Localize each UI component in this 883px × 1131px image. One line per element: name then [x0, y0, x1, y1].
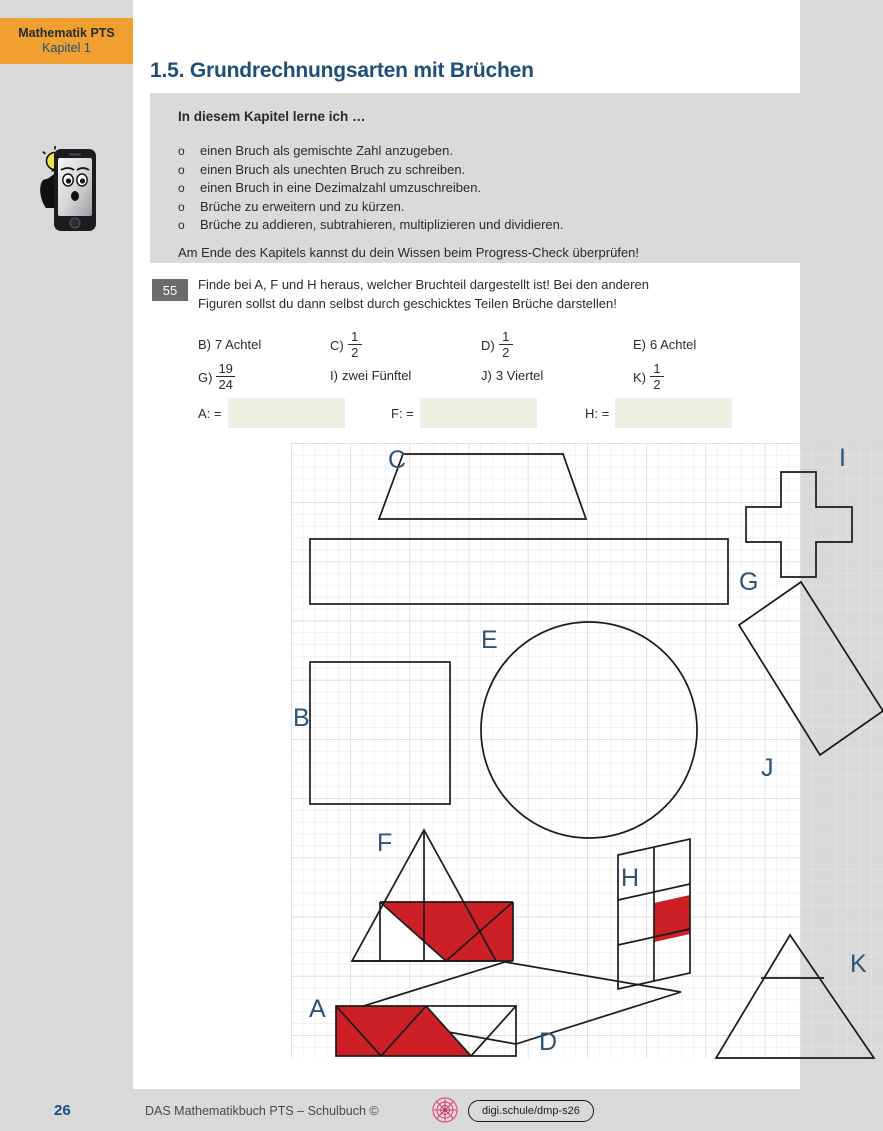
option-i [330, 368, 411, 383]
chapter-tab-subject: Mathematik PTS [18, 26, 115, 40]
figure-label-c: C [388, 446, 407, 474]
figure-label-g: G [739, 568, 759, 596]
option-c [330, 331, 362, 361]
answer-a-input[interactable] [228, 398, 345, 428]
list-item-label: einen Bruch in eine Dezimalzahl umzuschreiben. [200, 180, 482, 196]
intro-closing: Am Ende des Kapitels kannst du dein Wissen beim Progress-Check überprüfen! [178, 245, 640, 260]
option-i-label: I) [330, 368, 338, 383]
figure-label-a: A [309, 995, 326, 1023]
option-k [633, 363, 664, 393]
list-item-label: einen Bruch als unechten Bruch zu schreiben. [200, 161, 466, 177]
bullet-glyph: o [178, 181, 185, 196]
option-g [198, 363, 235, 393]
list-item [178, 216, 564, 235]
option-k-numerator: 1 [653, 361, 661, 376]
figure-label-d: D [539, 1028, 558, 1056]
footer-link-label: digi.schule/dmp-s26 [482, 1105, 580, 1117]
option-j-text: 3 Viertel [495, 368, 544, 383]
option-d-fraction [499, 330, 513, 360]
figure-label-e: E [481, 626, 498, 654]
option-b-text: 7 Achtel [215, 337, 262, 352]
figure-label-h: H [621, 864, 640, 892]
exercise-instruction-line1: Finde bei A, F und H heraus, welcher Bruchteil dargestellt ist! Bei den anderen [198, 277, 649, 292]
intro-heading: In diesem Kapitel lerne ich … [178, 109, 366, 124]
option-c-fraction [348, 330, 362, 360]
intro-box [150, 93, 800, 263]
list-item [178, 198, 564, 217]
answer-h-input[interactable] [615, 398, 732, 428]
option-k-fraction [650, 362, 664, 392]
figure-label-i: I [839, 444, 846, 472]
bullet-glyph: o [178, 144, 185, 158]
figure-label-j: J [761, 754, 774, 782]
option-b-label: B) [198, 337, 211, 352]
list-item-label: Brüche zu erweitern und zu kürzen. [200, 198, 405, 214]
exercise-instruction [198, 276, 798, 313]
list-item [178, 179, 564, 198]
option-d-label: D) [481, 338, 495, 354]
answer-row-a [198, 398, 345, 428]
option-e-label: E) [633, 337, 646, 352]
option-d-denominator: 2 [502, 345, 510, 361]
list-item-label: Brüche zu addieren, subtrahieren, multiplizieren und dividieren. [200, 217, 564, 233]
page-body [133, 0, 867, 1089]
figure-label-f: F [377, 829, 393, 857]
option-e-text: 6 Achtel [650, 337, 697, 352]
smartphone-mascot-icon [30, 136, 100, 232]
answer-h-label: H: = [585, 405, 610, 421]
option-c-denominator: 2 [351, 345, 359, 361]
list-item [178, 142, 564, 161]
option-k-label: K) [633, 370, 646, 386]
answer-a-label: A: = [198, 405, 222, 421]
option-j-label: J) [481, 368, 492, 383]
bullet-glyph: o [178, 162, 185, 177]
exercise-instruction-line2: Figuren sollst du dann selbst durch geschicktes Teilen Brüche darstellen! [198, 295, 617, 311]
list-item-label: einen Bruch als gemischte Zahl anzugeben. [200, 143, 453, 158]
option-c-numerator: 1 [351, 329, 359, 344]
page-number: 26 [54, 1102, 71, 1119]
footer [0, 1089, 800, 1131]
option-d [481, 331, 513, 361]
answer-f-input[interactable] [420, 398, 537, 428]
footer-link-pill[interactable] [468, 1100, 594, 1122]
bullet-glyph: o [178, 218, 185, 233]
answer-row-f [391, 398, 537, 428]
chapter-tab-chapter: Kapitel 1 [42, 41, 91, 55]
option-i-text: zwei Fünftel [341, 368, 412, 383]
option-e [633, 337, 696, 352]
answer-row-h [585, 398, 732, 428]
chapter-tab [0, 18, 133, 64]
bullet-glyph: o [178, 199, 185, 214]
figure-label-b: B [293, 704, 310, 732]
option-j [481, 368, 543, 383]
publisher-rosette-logo-icon [432, 1097, 458, 1123]
option-g-fraction [216, 362, 234, 392]
page-title: 1.5. Grundrechnungsarten mit Brüchen [150, 59, 534, 82]
graph-paper-background [291, 443, 883, 1058]
option-g-label: G) [198, 370, 213, 386]
option-g-denominator: 24 [218, 377, 233, 393]
footer-credit: DAS Mathematikbuch PTS – Schulbuch © [145, 1104, 379, 1118]
option-g-numerator: 19 [218, 361, 233, 376]
option-c-label: C) [330, 338, 344, 354]
learning-goals-list [178, 142, 564, 235]
option-b [198, 337, 261, 352]
figures-grid-area [291, 443, 883, 1058]
option-d-numerator: 1 [502, 329, 510, 344]
option-k-denominator: 2 [653, 377, 661, 393]
figure-label-k: K [850, 950, 867, 978]
left-rail [0, 0, 133, 1089]
list-item [178, 161, 564, 180]
answer-f-label: F: = [391, 405, 414, 421]
exercise-number-badge: 55 [152, 279, 188, 301]
